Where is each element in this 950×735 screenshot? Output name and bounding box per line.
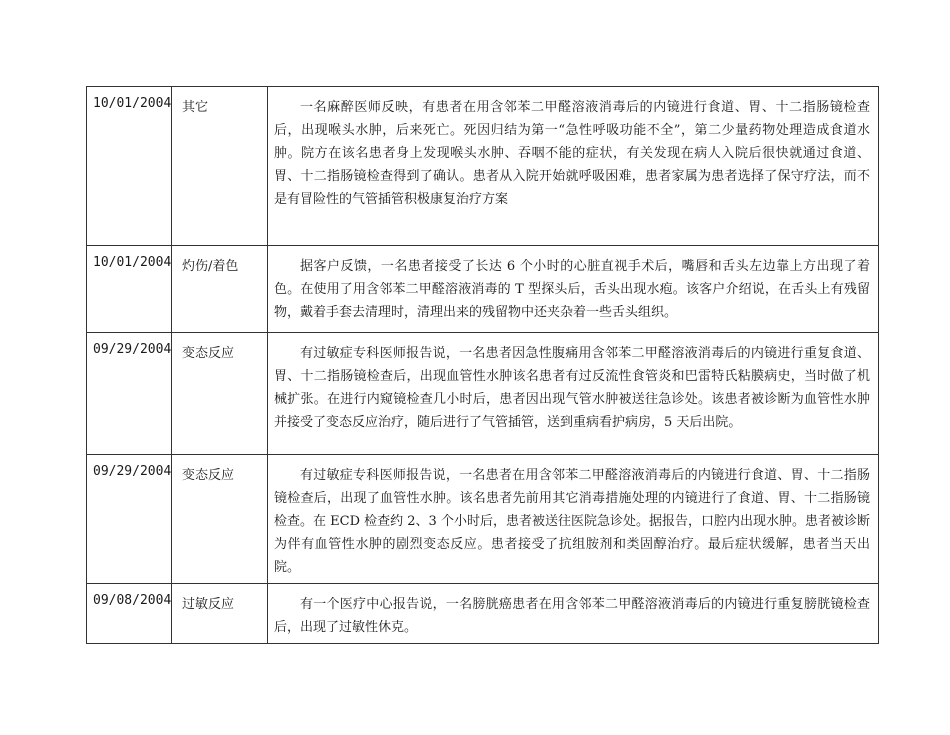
event-description: 有过敏症专科医师报告说，一名患者因急性腹痛用含邻苯二甲醛溶液消毒后的内镜进行重复食道、胃、十二指肠镜检查后，出现血管性水肿该名患者有过反流性食管炎和巴雷特氏粘膜病史，当时做了机械扩张。在进行内窥镜检查几小时后，患者因出现气管水肿被送往急诊处。该患者被诊断为血管性水肿并接受了变态反应治疗，随后进行了气管插管，送到重病看护病房，5 天后出院。 [268, 333, 879, 455]
adverse-event-table [86, 86, 879, 644]
table-row [87, 246, 879, 333]
event-type: 变态反应 [172, 455, 268, 584]
event-type: 灼伤/着色 [172, 246, 268, 333]
table-row [87, 333, 879, 455]
event-date: 10/01/2004 [87, 87, 172, 246]
event-description: 据客户反馈，一名患者接受了长达 6 个小时的心脏直视手术后，嘴唇和舌头左边靠上方出现了着色。在使用了用含邻苯二甲醛溶液消毒的 T 型探头后，舌头出现水疱。该客户介绍说，在舌头上有残留物，戴着手套去清理时，清理出来的残留物中还夹杂着一些舌头组织。 [268, 246, 879, 333]
event-date: 10/01/2004 [87, 246, 172, 333]
event-type: 其它 [172, 87, 268, 246]
event-type: 过敏反应 [172, 584, 268, 644]
table-row [87, 584, 879, 644]
event-description: 一名麻醉医师反映，有患者在用含邻苯二甲醛溶液消毒后的内镜进行食道、胃、十二指肠镜检查后，出现喉头水肿，后来死亡。死因归结为第一“急性呼吸功能不全”，第二少量药物处理造成食道水肿。院方在该名患者身上发现喉头水肿、吞咽不能的症状，有关发现在病人入院后很快就通过食道、胃、十二指肠镜检查得到了确认。患者从入院开始就呼吸困难，患者家属为患者选择了保守疗法，而不是有冒险性的气管插管积极康复治疗方案 [268, 87, 879, 246]
table-row [87, 87, 879, 246]
event-description: 有一个医疗中心报告说，一名膀胱癌患者在用含邻苯二甲醛溶液消毒后的内镜进行重复膀胱镜检查后，出现了过敏性休克。 [268, 584, 879, 644]
event-type: 变态反应 [172, 333, 268, 455]
event-date: 09/29/2004 [87, 333, 172, 455]
event-date: 09/08/2004 [87, 584, 172, 644]
event-description: 有过敏症专科医师报告说，一名患者在用含邻苯二甲醛溶液消毒后的内镜进行食道、胃、十二指肠镜检查后，出现了血管性水肿。该名患者先前用其它消毒措施处理的内镜进行了食道、胃、十二指肠镜检查。在 ECD 检查约 2、3 个小时后，患者被送往医院急诊处。据报告，口腔内出现水肿。患者被诊断为伴有血管性水肿的剧烈变态反应。患者接受了抗组胺剂和类固醇治疗。最后症状缓解，患者当天出院。 [268, 455, 879, 584]
table-row [87, 455, 879, 584]
event-date: 09/29/2004 [87, 455, 172, 584]
